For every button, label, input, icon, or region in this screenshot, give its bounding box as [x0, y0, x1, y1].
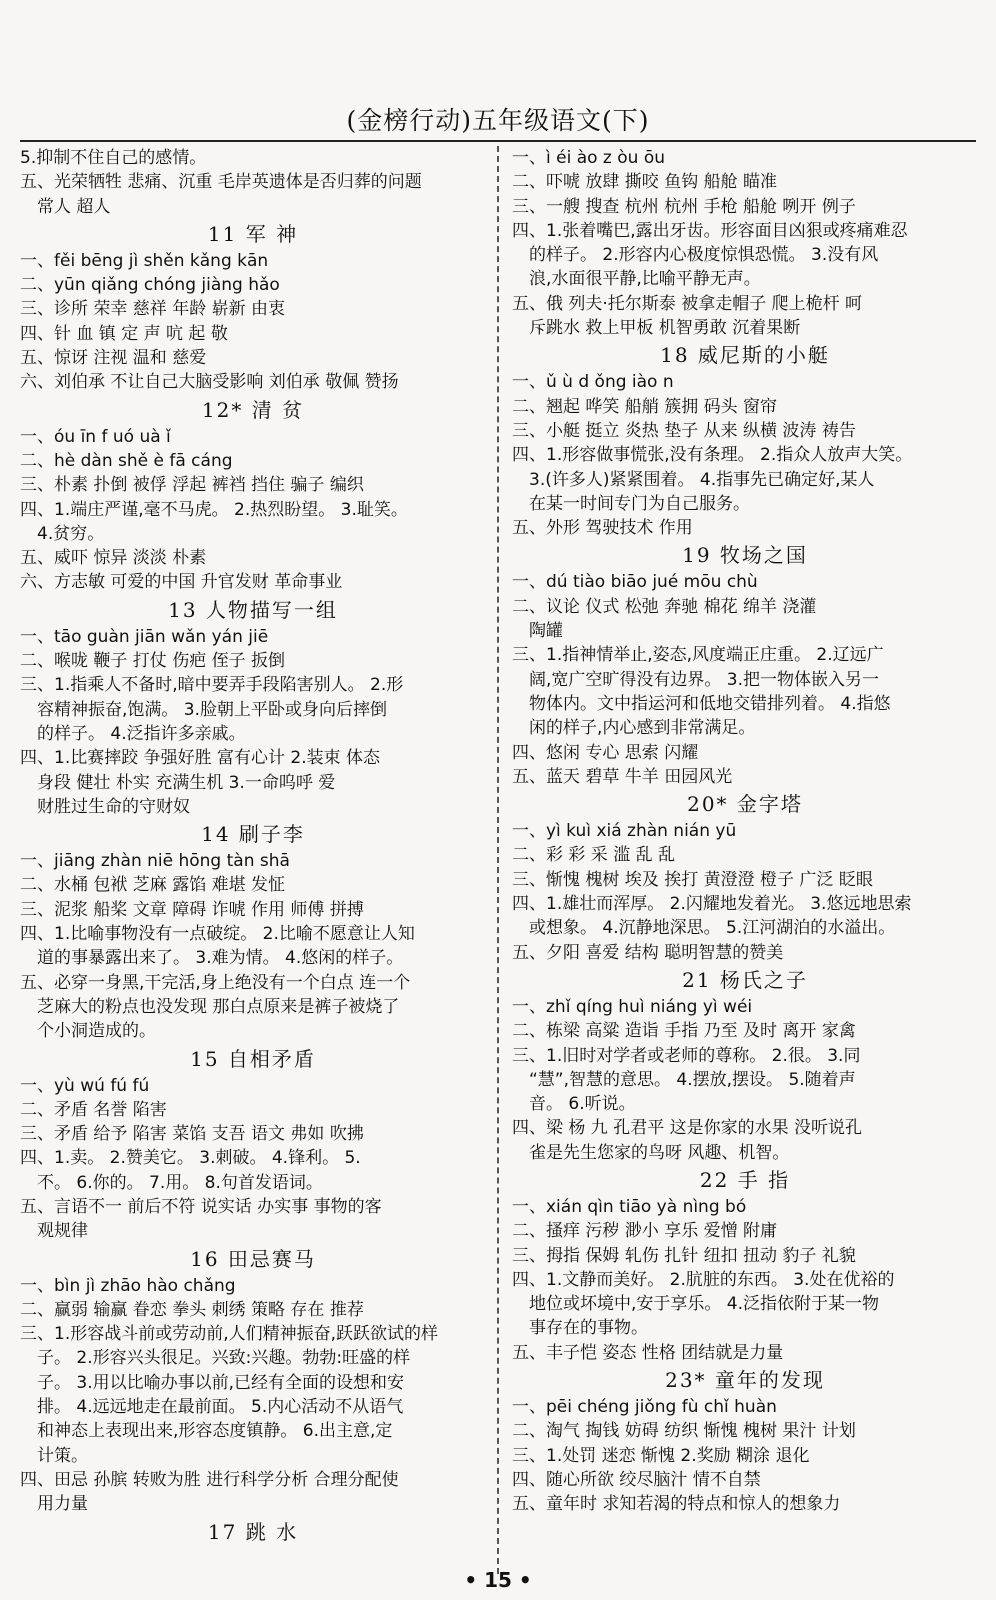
answer-line: 三、矛盾 给予 陷害 菜馅 支吾 语文 弗如 吹拂 — [20, 1124, 364, 1145]
section-title: 14 刷子李 — [201, 822, 305, 847]
answer-line: 三、朴素 扑倒 被俘 浮起 裤裆 挡住 骗子 编织 — [20, 475, 364, 496]
answer-line: 一、xián qìn tiāo yà nìng bó — [512, 1196, 747, 1217]
answer-line: 一、ǔ ù d ǒng iào n — [512, 372, 674, 393]
answer-line: 排。 4.远远地走在最前面。 5.内心活动不从语气 — [20, 1397, 404, 1418]
answer-line: 观规律 — [20, 1221, 88, 1242]
answer-line: 或想象。 4.沉静地深思。 5.江河湖泊的水溢出。 — [512, 918, 896, 939]
answer-line: 地位或坏境中,安于享乐。 4.泛指依附于某一物 — [512, 1294, 880, 1315]
answer-line: 容精神振奋,饱满。 3.脸朝上平卧或身向后摔倒 — [20, 699, 388, 720]
answer-line: “慧”,智慧的意思。 4.摆放,摆设。 5.随着声 — [512, 1069, 856, 1090]
answer-line: 四、田忌 孙膑 转败为胜 进行科学分析 合理分配使 — [20, 1469, 399, 1490]
answer-line: 物体内。文中指运河和低地交错排列着。 4.指悠 — [512, 693, 891, 714]
section-title: 11 军 神 — [207, 221, 299, 246]
answer-line: 四、1.卖。 2.赞美它。 3.刺破。 4.锋利。 5. — [20, 1148, 361, 1169]
answer-line: 五、言语不一 前后不符 说实话 办实事 事物的客 — [20, 1196, 382, 1217]
answer-line: 一、dú tiào biāo jué mōu chù — [512, 572, 758, 593]
answer-line: 五、童年时 求知若渴的特点和惊人的想象力 — [512, 1494, 841, 1515]
answer-line: 一、bìn jì zhāo hào chǎng — [20, 1275, 236, 1296]
answer-line: 五、丰子恺 姿态 性格 团结就是力量 — [512, 1342, 784, 1363]
answer-line: 一、yù wú fú fú — [20, 1075, 150, 1096]
answer-line: 事存在的事物。 — [512, 1318, 648, 1339]
answer-line: 三、泥浆 船桨 文章 障碍 诈唬 作用 师傅 拼搏 — [20, 899, 364, 920]
answer-line: 斥跳水 救上甲板 机智勇敢 沉着果断 — [512, 318, 801, 339]
answer-line: 二、议论 仪式 松弛 奔驰 棉花 绵羊 浇灌 — [512, 596, 817, 617]
answer-line: 四、1.文静而美好。 2.肮脏的东西。 3.处在优裕的 — [512, 1269, 895, 1290]
answer-line: 个小洞造成的。 — [20, 1021, 156, 1042]
answer-line: 四、悠闲 专心 思索 闪耀 — [512, 742, 699, 763]
answer-line: 一、óu īn f uó uà ǐ — [20, 426, 171, 447]
answer-line: 一、ì éi ào z òu ōu — [512, 148, 666, 168]
answer-line: 二、矛盾 名誉 陷害 — [20, 1099, 167, 1120]
section-title: 17 跳 水 — [207, 1519, 299, 1544]
answer-line: 雀是先生您家的鸟呀 风趣、机智。 — [512, 1142, 790, 1163]
answer-line: 四、1.端庄严谨,毫不马虎。 2.热烈盼望。 3.耻笑。 — [20, 499, 408, 520]
column-divider — [497, 146, 499, 1574]
answer-line: 六、刘伯承 不让自己大脑受影响 刘伯承 敬佩 赞扬 — [20, 372, 399, 393]
answer-line: 五、外形 驾驶技术 作用 — [512, 518, 693, 539]
answer-line: 三、拇指 保姆 轧伤 扎针 纽扣 扭动 豹子 礼貌 — [512, 1245, 856, 1266]
answer-line: 五、必穿一身黑,干完活,身上绝没有一个白点 连一个 — [20, 972, 411, 993]
page-header — [0, 104, 996, 138]
answer-line: 计策。 — [20, 1445, 88, 1466]
page-title: (金榜行动)五年级语文(下) — [346, 106, 650, 135]
answer-line: 3.(许多人)紧紧围着。 4.指事先已确定好,某人 — [512, 469, 875, 490]
answer-line: 一、jiāng zhàn niē hōng tàn shā — [20, 851, 290, 872]
answer-line: 二、淘气 掏钱 妨碍 纺织 惭愧 槐树 果汁 计划 — [512, 1421, 856, 1442]
answer-line: 一、pēi chéng jiǒng fù chǐ huàn — [512, 1397, 777, 1418]
answer-line: 三、惭愧 槐树 埃及 挨打 黄澄澄 橙子 广泛 眨眼 — [512, 869, 873, 890]
answer-line: 三、诊所 荣幸 慈祥 年龄 崭新 由衷 — [20, 299, 286, 320]
left-column — [20, 146, 486, 1547]
header-rule — [20, 140, 976, 142]
right-column — [512, 146, 978, 1517]
answer-line: 五、威吓 惊异 淡淡 朴素 — [20, 548, 207, 569]
answer-line: 二、搔痒 污秽 渺小 享乐 爱憎 附庸 — [512, 1221, 778, 1242]
answer-line: 二、赢弱 输赢 眷恋 拳头 刺绣 策略 存在 推荐 — [20, 1299, 364, 1320]
answer-line: 五、蓝天 碧草 牛羊 田园风光 — [512, 766, 733, 787]
answer-line: 四、梁 杨 九 孔君平 这是你家的水果 没听说孔 — [512, 1118, 863, 1139]
answer-line: 常人 超人 — [20, 196, 111, 217]
answer-line: 5.抑制不住自己的感情。 — [20, 148, 207, 168]
answer-line: 的样子。 2.形容内心极度惊惧恐慌。 3.没有风 — [512, 245, 879, 266]
answer-line: 音。 6.听说。 — [512, 1094, 636, 1115]
answer-line: 财胜过生命的守财奴 — [20, 796, 190, 817]
answer-line: 二、水桶 包袱 芝麻 露馅 难堪 发怔 — [20, 875, 286, 896]
page-number: • 15 • — [464, 1568, 532, 1592]
section-title: 16 田忌赛马 — [190, 1246, 316, 1271]
answer-line: 三、1.指乘人不备时,暗中要弄手段陷害别人。 2.形 — [20, 675, 404, 696]
answer-line: 五、俄 列夫·托尔斯泰 被拿走帽子 爬上桅杆 呵 — [512, 293, 863, 314]
answer-line: 三、一艘 搜查 杭州 杭州 手枪 船舱 咧开 例子 — [512, 196, 856, 217]
answer-line: 一、tāo guàn jiān wǎn yán jiē — [20, 626, 269, 647]
answer-line: 二、hè dàn shě è fā cáng — [20, 450, 233, 471]
section-title: 20* 金字塔 — [687, 792, 803, 817]
answer-line: 四、1.张着嘴巴,露出牙齿。形容面目凶狠或疼痛难忍 — [512, 220, 908, 241]
section-title: 19 牧场之国 — [682, 543, 808, 568]
section-title: 15 自相矛盾 — [190, 1046, 316, 1071]
answer-line: 陶罐 — [512, 621, 563, 642]
answer-line: 三、1.指神情举止,姿态,风度端正庄重。 2.辽远广 — [512, 645, 884, 666]
answer-line: 六、方志敏 可爱的中国 升官发财 革命事业 — [20, 572, 343, 593]
answer-line: 道的事暴露出来了。 3.难为情。 4.悠闲的样子。 — [20, 948, 404, 969]
answer-line: 二、吓唬 放肆 撕咬 鱼钩 船舱 瞄准 — [512, 172, 778, 193]
answer-line: 芝麻大的粉点也没发现 那白点原来是裤子被烧了 — [20, 996, 400, 1017]
answer-line: 的样子。 4.泛指许多亲戚。 — [20, 723, 246, 744]
answer-line: 在某一时间专门为自己服务。 — [512, 493, 750, 514]
answer-line: 用力量 — [20, 1494, 88, 1515]
section-title: 18 威尼斯的小艇 — [660, 343, 830, 368]
section-title: 12* 清 贫 — [201, 397, 305, 422]
section-title: 13 人物描写一组 — [168, 597, 338, 622]
answer-line: 一、fěi bēng jì shěn kǎng kān — [20, 250, 269, 271]
answer-line: 二、栋梁 高粱 造诣 手指 乃至 及时 离开 家禽 — [512, 1021, 856, 1042]
answer-line: 闲的样子,内心感到非常满足。 — [512, 718, 756, 739]
answer-line: 子。 3.用以比喻办事以前,已经有全面的设想和安 — [20, 1372, 405, 1393]
section-title: 21 杨氏之子 — [682, 967, 808, 992]
answer-line: 三、小艇 挺立 炎热 垫子 从来 纵横 波涛 祷告 — [512, 420, 856, 441]
answer-line: 4.贫穷。 — [20, 523, 105, 544]
answer-line: 二、翘起 哗笑 船艄 簇拥 码头 窗帘 — [512, 396, 778, 417]
answer-line: 五、光荣牺牲 悲痛、沉重 毛岸英遗体是否归葬的问题 — [20, 172, 422, 193]
answer-line: 二、yūn qiǎng chóng jiàng hǎo — [20, 275, 280, 296]
answer-line: 四、1.比喻事物没有一点破绽。 2.比喻不愿意让人知 — [20, 924, 415, 945]
answer-line: 一、zhǐ qíng huì niáng yì wéi — [512, 996, 753, 1017]
answer-line: 子。 2.形容兴头很足。兴致:兴趣。勃勃:旺盛的样 — [20, 1348, 411, 1369]
answer-line: 四、针 血 镇 定 声 吭 起 敬 — [20, 323, 228, 344]
answer-line: 四、随心所欲 绞尽脑汁 情不自禁 — [512, 1469, 761, 1490]
answer-line: 五、惊讶 注视 温和 慈爱 — [20, 348, 207, 369]
answer-line: 三、1.处罚 迷恋 惭愧 2.奖励 糊涂 退化 — [512, 1445, 810, 1466]
answer-line: 三、1.形容战斗前或劳动前,人们精神振奋,跃跃欲试的样 — [20, 1324, 439, 1345]
answer-line: 四、1.比赛摔跤 争强好胜 富有心计 2.装束 体态 — [20, 748, 381, 769]
answer-line: 四、1.雄壮而浑厚。 2.闪耀地发着光。 3.悠远地思索 — [512, 894, 912, 915]
answer-line: 浪,水面很平静,比喻平静无声。 — [512, 269, 761, 290]
answer-line: 三、1.旧时对学者或老师的尊称。 2.很。 3.同 — [512, 1045, 861, 1066]
answer-line: 二、彩 彩 采 滥 乱 乱 — [512, 845, 676, 866]
answer-line: 不。 6.你的。 7.用。 8.句首发语词。 — [20, 1172, 323, 1193]
answer-line: 和神态上表现出来,形容态度镇静。 6.出主意,定 — [20, 1421, 393, 1442]
answer-line: 一、yì kuì xiá zhàn nián yū — [512, 821, 737, 842]
answer-line: 阔,宽广空旷得没有边界。 3.把一物体嵌入另一 — [512, 669, 880, 690]
answer-line: 五、夕阳 喜爱 结构 聪明智慧的赞美 — [512, 942, 784, 963]
answer-line: 四、1.形容做事慌张,没有条理。 2.指众人放声大笑。 — [512, 445, 913, 466]
answer-line: 二、喉咙 鞭子 打仗 伤疤 侄子 扳倒 — [20, 651, 286, 672]
section-title: 23* 童年的发现 — [665, 1368, 825, 1393]
section-title: 22 手 指 — [699, 1167, 791, 1192]
answer-line: 身段 健壮 朴实 充满生机 3.一命呜呼 爱 — [20, 772, 336, 793]
